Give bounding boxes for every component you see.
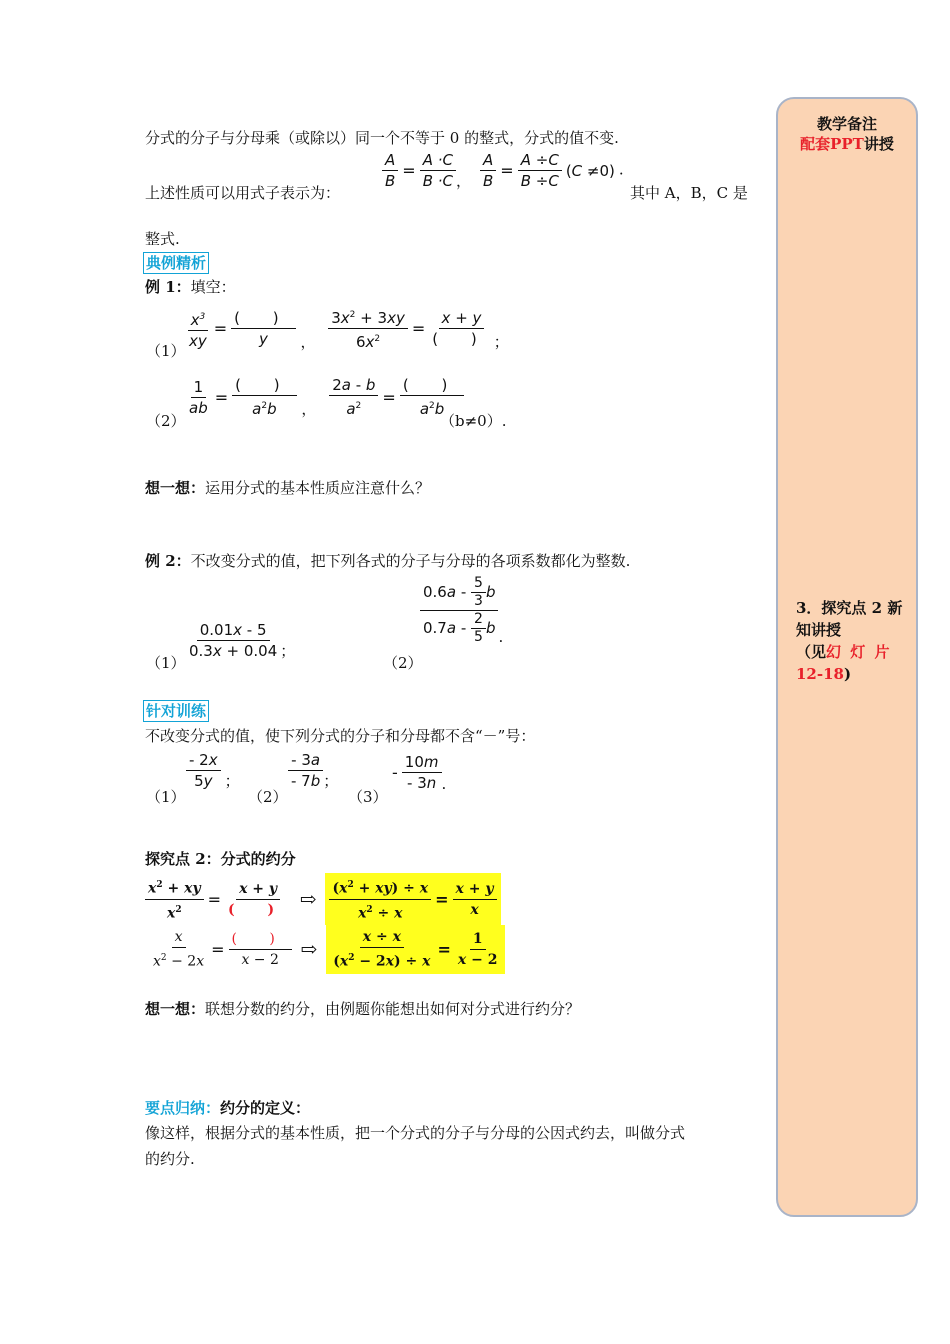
sidebar-subtitle: 配套PPT讲授	[800, 135, 894, 153]
think2: 想一想：联想分数的约分，由例题你能想出如何对分式进行约分？	[145, 1000, 581, 1018]
example1-heading: 例 1：填空：	[145, 278, 236, 296]
formula-suffix: 其中 A，B，C 是	[630, 184, 748, 202]
practice-item3-formula: - $\frac{10m}{- 3n}$ .	[392, 753, 447, 793]
example2-heading: 例 2：不改变分式的值，把下列各式的分子与分母的各项系数都化为整数.	[145, 552, 631, 570]
property-formula-2: $\frac{A}{B}$ = $\frac{A \div C}{B \div C}$ (C ≠0) .	[480, 150, 624, 191]
practice-text: 不改变分式的值，使下列分式的分子和分母都不含“－”号：	[145, 727, 536, 745]
example1-item2-formulas: $\frac{1}{ab}$ = $\frac{( )}{a^2b}$ ， $\frac{2a - b}{a^2}$ = $\frac{( )}{a^2b}$	[186, 375, 464, 419]
think1: 想一想：运用分式的基本性质应注意什么？	[145, 479, 431, 497]
teaching-notes-sidebar	[776, 97, 918, 1217]
property-formula-1: $\frac{A}{B}$ = $\frac{A \cdot C}{B \cdot C}$ ，	[382, 150, 471, 191]
formula-suffix-2: 整式.	[145, 230, 180, 248]
example2-item1-label: （1）	[146, 654, 186, 672]
practice-item1-formula: $\frac{- 2x}{5y}$ ；	[186, 750, 240, 791]
section-example-title: 典例精析	[143, 252, 209, 274]
practice-item1-label: （1）	[146, 788, 186, 806]
example1-item1-formulas: $\frac{x^3}{xy}$ = $\frac{( )}{y}$ ， $\frac{3x^2 + 3xy}{6x^2}$ = $\frac{x + y}{( )}$ ；	[186, 305, 509, 352]
practice-item2-formula: $\frac{- 3a}{- 7b}$ ；	[288, 750, 338, 791]
summary-heading: 要点归纳：约分的定义：	[145, 1099, 311, 1117]
explore2-title: 探究点 2：分式的约分	[145, 850, 296, 868]
example1-condition: （b≠0）.	[440, 412, 507, 430]
example2-item2-formula: 0.6a - $\frac{5}{3}$ b 0.7a - $\frac{2}{5}$ b .	[420, 575, 503, 646]
practice-item2-label: （2）	[248, 788, 288, 806]
practice-item3-label: （3）	[348, 788, 388, 806]
sidebar-title: 教学备注	[816, 115, 877, 133]
example1-item1-label: （1）	[146, 342, 186, 360]
example2-item1-formula: $\frac{0.01x - 5}{0.3x + 0.04}$ ；	[189, 621, 296, 660]
property-sentence: 分式的分子与分母乘（或除以）同一个不等于 0 的整式，分式的值不变.	[145, 129, 619, 147]
example1-item2-label: （2）	[146, 412, 186, 430]
summary-line-1: 像这样，根据分式的基本性质，把一个分式的分子与分母的公因式约去，叫做分式	[145, 1124, 686, 1142]
section-practice-title: 针对训练	[143, 700, 209, 722]
reduction-example-1: $\frac{x^2 + xy}{x^2}$ = $\frac{x + y}{( )}$ ⇨ $\frac{(x^2 + xy) \div x}{x^2 \div x}$ = $\frac{x + y}{x}$	[145, 873, 501, 925]
formula-prefix: 上述性质可以用式子表示为：	[145, 184, 341, 202]
summary-line-2: 的约分.	[145, 1150, 195, 1168]
example2-item2-label: （2）	[383, 654, 423, 672]
reduction-example-2: $\frac{x}{x^2 - 2x}$ = $\frac{( )}{x - 2}$ ⇨ $\frac{x \div x}{(x^2 - 2x) \div x}$ = $\frac{1}{x - 2}$	[150, 925, 505, 974]
sidebar-note: 3．探究点 2 新 知讲授 （见幻 灯 片 12-18)	[796, 599, 903, 683]
